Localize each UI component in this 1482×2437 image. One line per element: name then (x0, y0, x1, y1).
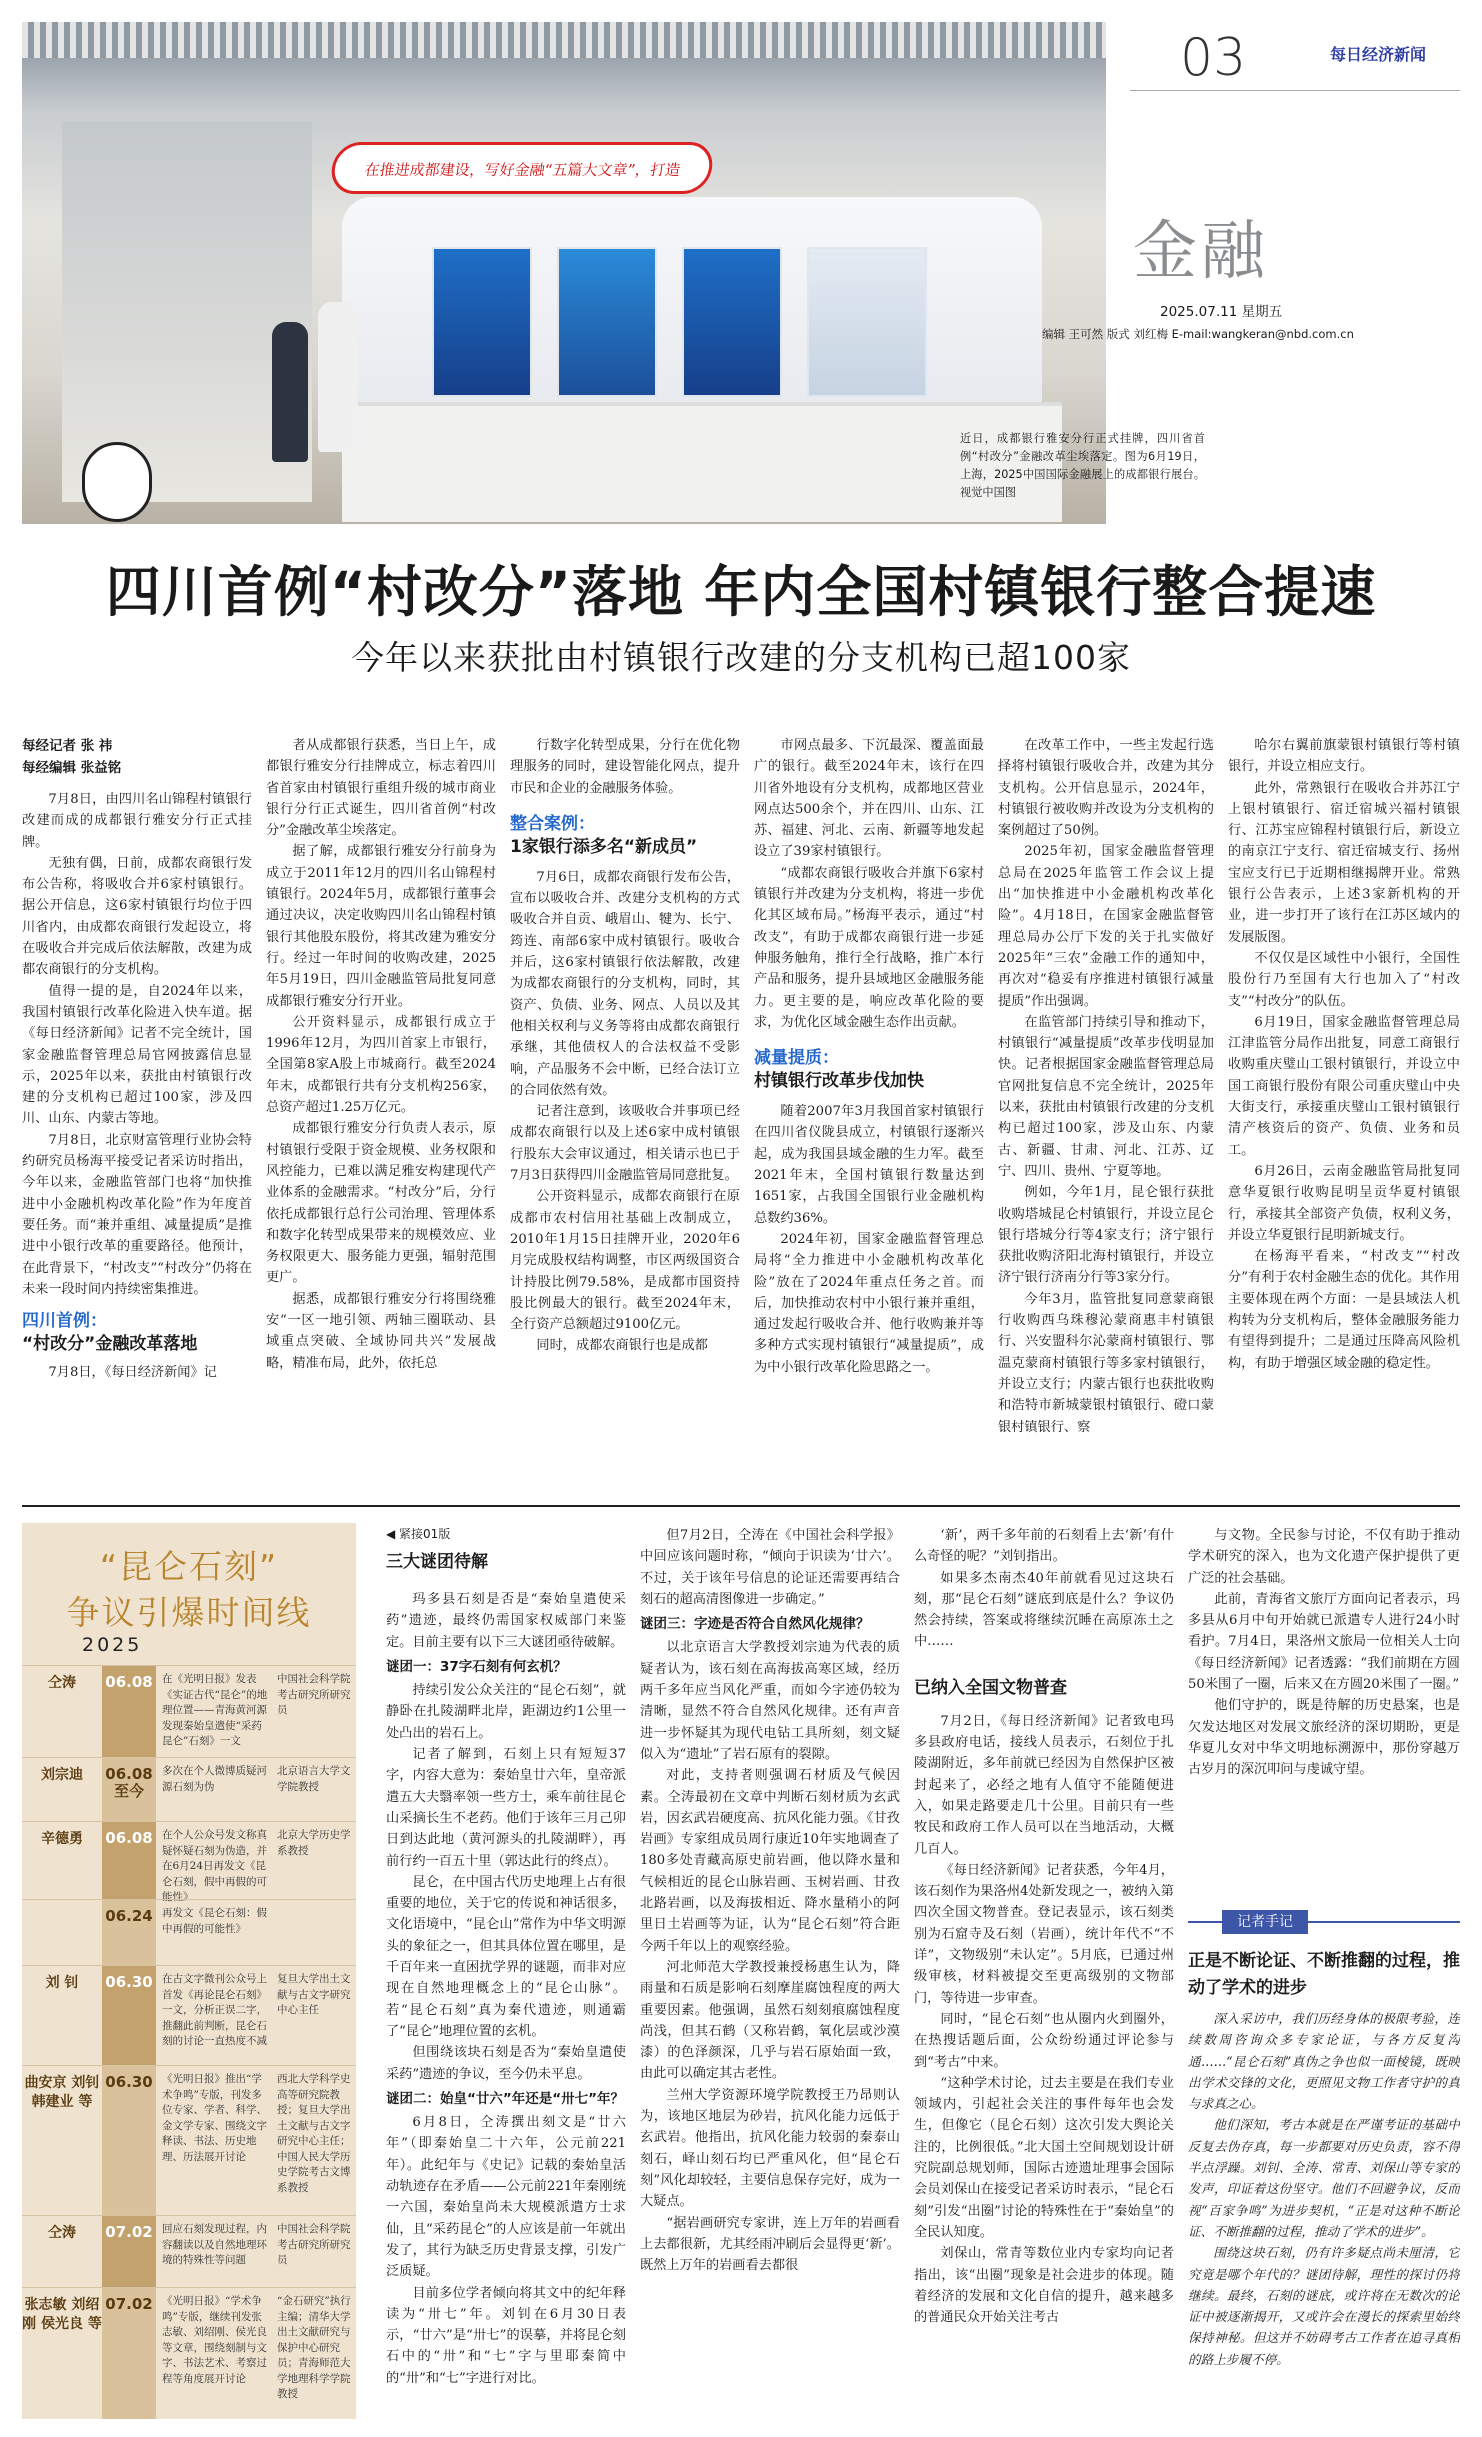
timeline-event: 再发文《昆仑石刻：假中再假的可能性》 (162, 1907, 267, 1935)
paragraph: 例如，今年1月，昆仑银行获批收购塔城昆仑村镇银行，并设立昆仑银行塔城分行等4家支行；济宁银行获批收购济阳北海村镇银行，并设立济宁银行济南分行等3家分行。 (998, 1185, 1214, 1286)
paragraph: 2024年初，国家金融监督管理总局将“全力推进中小金融机构改革化险”放在了2024年重点任务之首。而后，加快推动农村中小银行兼并重组，通过发起行吸收合并、他行收购兼并等多种方式实现村镇银行“减量提质”，成为中小银行改革化险思路之一。 (754, 1231, 984, 1375)
paragraph: 行数字化转型成果，分行在优化物理服务的同时，建设智能化网点，提升市民和企业的金融服务体验。 (510, 738, 740, 796)
timeline-row (22, 1757, 356, 1821)
paragraph: 无独有偶，日前，成都农商银行发布公告称，将吸收合并6家村镇银行。据公开信息，这6家村镇银行均位于四川省内，由成都农商银行发起设立，将在吸收合并完成后依法解散，改建为成都农商银行的分支机构。 (22, 855, 252, 978)
lower-column-2 (640, 1525, 900, 2425)
timeline-event: 在个人公众号发文称真疑怀疑石刻为伪造，并在6月24日再发文《昆仑石刻，假中再假的可能性》 (162, 1829, 267, 1903)
paragraph: 在监管部门持续引导和推动下，村镇银行“减量提质”改革步伐明显加快。记者根据国家金融监督管理总局官网批复信息不完全统计，2025年以来，获批由村镇银行改建的分支机构已超过100家，涉及山东、内蒙古、新疆、甘肃、河北、江苏、辽宁、四川、贵州、宁夏等地。 (998, 1014, 1214, 1179)
paragraph: 如果多杰南杰40年前就看见过这块石刻，那“昆仑石刻”谜底到底是什么？争议仍然会持续，答案或将继续沉睡在高原冻土之中…… (914, 1570, 1174, 1650)
timeline-event: 《光明日报》推出“学术争鸣”专版，刊发多位专家、学者、科学、金文学专家、围绕文字释读、书法、历史地理、历法展开讨论 (162, 2073, 267, 2163)
banner-text: 在推进成都建设，写好金融“五篇大文章”，打造 (363, 161, 682, 179)
display-screen (807, 247, 927, 397)
article-column-2 (266, 735, 496, 1495)
paragraph: “据岩画研究专家讲，连上万年的岩画看上去都很新，尤其经雨冲刷后会显得更‘新’。既然上万年的岩画看去都很 (640, 2215, 900, 2274)
kicker-heading (22, 1310, 252, 1356)
paragraph: 据悉，成都银行雅安分行将围绕雅安“一区一地引领、两轴三圈联动、县域重点突破、全域协同共兴”发展战略，精准布局，此外，依托总 (266, 1291, 496, 1371)
timeline-affiliation: 北京大学历史学系教授 (277, 1829, 351, 1857)
paragraph: 但围绕该块石刻是否为“秦始皇遣使采药”遗迹的争议，至今仍未平息。 (386, 2045, 626, 2082)
editor: 每经编辑 张益铭 (22, 760, 122, 776)
timeline-affiliation: 西北大学科学史高等研究院教授；复旦大学出土文献与古文字研究中心主任；中国人民大学历史学院考古文博系教授 (277, 2073, 351, 2194)
mystery-heading: 谜团二：始皇“廿六”年还是“卅七”年？ (386, 2090, 624, 2107)
paragraph: 兰州大学资源环境学院教授王乃昂则认为，该地区地层为砂岩，抗风化能力远低于玄武岩。他指出，抗风化能力较弱的秦泰山刻石，峄山刻石均已严重风化，但“昆仑石刻”风化却较轻，主要信息保存完好，成为一大疑点。 (640, 2087, 900, 2210)
paragraph: 刘保山，常青等数位业内专家均向记者指出，该“出圈”现象是社会进步的体现。随着经济的发展和文化自信的提升，越来越多的普通民众开始关注考古 (914, 2246, 1174, 2326)
paragraph: 值得一提的是，自2024年以来，我国村镇银行改革化险进入快车道。据《每日经济新闻》记者不完全统计，国家金融监督管理总局官网披露信息显示，2025年以来，获批由村镇银行改建的分支机构已超过100家，涉及四川、山东、内蒙古等地。 (22, 983, 252, 1127)
paragraph: 成都银行雅安分行负责人表示，原村镇银行受限于资金规模、业务权限和风控能力，已难以满足雅安构建现代产业体系的金融需求。“村改分”后，分行依托成都银行总行公司治理、管理体系和数字化转型成果带来的规模效应、业务权限更大、服务能力更强，辐射范围更广。 (266, 1121, 496, 1286)
kicker-label: 整合案例： (510, 813, 595, 834)
timeline-row (22, 2215, 356, 2287)
display-screen (432, 247, 532, 397)
timeline-event: 在古文字微刊公众号上首发《再论昆仑石刻》一文，分析正误二字，推翻此前判断，昆仑石刻的讨论一直热度不减 (162, 1973, 267, 2047)
timeline-row (22, 2065, 356, 2215)
paragraph: 6月8日，仝涛撰出刻文是“廿六年”（即秦始皇二十六年，公元前221年）。此纪年与《史记》记载的秦始皇活动轨迹存在矛盾——公元前221年秦刚统一六国，秦始皇尚未大规模派遣方士求仙，且“采药昆仑”的人应该是前一年就出发了，其行为缺乏历史背景支撑，引发广泛质疑。 (386, 2115, 626, 2280)
paragraph: 7月8日，由四川名山锦程村镇银行改建而成的成都银行雅安分行正式挂牌。 (22, 792, 252, 850)
paragraph: 公开资料显示，成都农商银行在原成都市农村信用社基础上改制成立，2010年1月15日挂牌开业，2020年6月完成股权结构调整，市区两级国资合计持股比例79.58%，是成都市国资持股比例最大的银行。截至2024年末，全行资产总额超过9100亿元。 (510, 1189, 740, 1333)
header-divider (1130, 90, 1460, 91)
lower-column-4 (1188, 1525, 1460, 1900)
timeline-row (22, 2287, 356, 2419)
timeline-person: 曲安京 刘钊 韩建业 等 (24, 2075, 100, 2110)
paragraph: 此前，青海省文旅厅方面向记者表示，玛多县从6月中旬开始就已派遣专人进行24小时看护。7月4日，果洛州文旅局一位相关人士向《每日经济新闻》记者透露：“我们前期在方圆50米围了一圈，后来又在方圆20米围了一圈。” (1188, 1591, 1460, 1693)
timeline-date: 06.24 (102, 1900, 156, 1965)
paragraph: 但7月2日，仝涛在《中国社会科学报》中回应该问题时称，“倾向于识读为‘廿六’。不过，关于该年号信息的论证还需要再结合刻石的超高清图像进一步确定。” (640, 1528, 900, 1607)
kicker-heading (510, 813, 740, 859)
mystery-heading: 谜团三：字迹是否符合自然风化规律？ (640, 1616, 870, 1633)
kicker-label: 减量提质： (754, 1048, 839, 1069)
headline: 四川首例“村改分”落地 年内全国村镇银行整合提速 (105, 560, 1377, 624)
paragraph: 6月19日，国家金融监督管理总局江津监管分局作出批复，同意工商银行收购重庆璧山工银村镇银行，并设立中国工商银行股份有限公司重庆璧山中央大街支行，承接重庆璧山工银村镇银行清产核资后的资产、负债、业务和员工。 (1228, 1014, 1460, 1158)
paper-name: 每日经济新闻 (1330, 45, 1427, 64)
paragraph: 此外，常熟银行在吸收合并苏江宁上银村镇银行、宿迁宿城兴福村镇银行、江苏宝应锦程村镇银行后，新设立的南京江宁支行、宿迁宿城支行、扬州宝应支行已于近期相继揭牌开业。常熟银行公告表示，上述3家新机构的开业，进一步打开了该行在江苏区域内的发展版图。 (1228, 780, 1460, 945)
timeline-date: 06.08 (102, 1822, 156, 1899)
paragraph: 昆仑，在中国古代历史地理上占有很重要的地位，关于它的传说和神话很多，文化语境中，“昆仑山”常作为中华文明源头的象征之一，但其具体位置在哪里，是千百年来一直困扰学界的谜题，而非对应现在自然地理概念上的“昆仑山脉”。若“昆仑石刻”真为秦代遗迹，则通霸了“昆仑”地理位置的玄机。 (386, 1874, 626, 2039)
timeline-row (22, 1899, 356, 1965)
truss-decoration (22, 22, 1106, 58)
reporter: 每经记者 张 祎 (22, 738, 113, 754)
paragraph: “成都农商银行吸收合并旗下6家村镇银行并改建为分支机构，将进一步优化其区域布局。”杨海平表示，通过“村改支”，有助于成都农商银行进一步延伸服务触角，推行全行战略，推广本行产品和服务，提升县域地区金融服务能力。更主要的是，响应改革化险的要求，为优化区域金融生态作出贡献。 (754, 865, 984, 1030)
paragraph: ‘新’，两千多年前的石刻看上去‘新’有什么奇怪的呢？”刘钊指出。 (914, 1528, 1174, 1565)
timeline-person: 刘 钊 (45, 1975, 79, 1991)
paragraph: 记者注意到，该吸收合并事项已经成都农商银行以及上述6家中成村镇银行股东大会审议通过，相关请示也已于7月3日获得四川金融监管局同意批复。 (510, 1104, 740, 1184)
paragraph: 他们深知，考古本就是在严谨考证的基础中反复去伪存真，每一步都要对历史负责，容不得半点浮躁。刘钊、全涛、常青、刘保山等专家的发声，印证着这份坚守。他们不回避争议，反而视“百家争鸣”为进步契机，“正是对这种不断论证、不断推翻的过程，推动了学术的进步”。 (1188, 2117, 1460, 2239)
timeline-panel (22, 1523, 356, 2419)
paragraph: 公开资料显示，成都银行成立于1996年12月，为四川首家上市银行，全国第8家A股上市城商行。截至2024年末，成都银行共有分支机构256家，总资产超过1.25万亿元。 (266, 1014, 496, 1116)
paragraph: 市网点最多、下沉最深、覆盖面最广的银行。截至2024年末，该行在四川省外地设有分支机构，成都地区营业网点达500余个，并在四川、山东、江苏、福建、河北、云南、新疆等地发起设立了39家村镇银行。 (754, 738, 984, 860)
timeline-person: 仝涛 (48, 1675, 76, 1691)
timeline-date: 06.30 (102, 2066, 156, 2215)
paragraph: 在改革工作中，一些主发起行选择将村镇银行吸收合并，改建为其分支机构。公开信息显示，2024年，村镇银行被收购并改设为分支机构的案例超过了50例。 (998, 738, 1214, 839)
paragraph: 7月8日，北京财富管理行业协会特约研究员杨海平接受记者采访时指出，今年以来，金融监管部门也将“加快推进中小金融机构改革化险”作为年度首要任务。而“兼并重组、减量提质”是推进中小银行改革的重要路径。他预计，在此背景下，“村改支”“村改分”仍将在未来一段时间内持续密集推进。 (22, 1132, 252, 1297)
paragraph: 2025年初，国家金融监督管理总局在2025年监管工作会议上提出“加快推进中小金融机构改革化险”。4月18日，在国家金融监督管理总局办公厅下发的关于扎实做好2025年“三农”金融工作的通知中，再次对“稳妥有序推进村镇银行减量提质”作出强调。 (998, 844, 1214, 1009)
paragraph: 7月6日，成都农商银行发布公告，宣布以吸收合并、改建分支机构的方式吸收合并自贡、峨眉山、犍为、长宁、筠连、南部6家中成村镇银行。吸收合并后，这6家村镇银行依法解散，改建为成都农商银行的分支机构，同时，其资产、负债、业务、网点、人员以及其他相关权利与义务等将由成都农商银行承继，其他债权人的合法权益不受影响，产品服务不会中断，已经合法订立的合同依然有效。 (510, 869, 740, 1098)
paragraph: 河北师范大学教授兼授杨惠生认为，降雨量和石质是影响石刻摩崖腐蚀程度的两大重要因素。他强调，虽然石刻刻痕腐蚀程度尚浅，但其石鹤（又称岩鹤，氧化层或沙漠漆）的色泽颜深，几乎与岩石原始面一致，由此可以确定其古老性。 (640, 1959, 900, 2082)
paragraph: 他们守护的，既是待解的历史悬案，也是欠发达地区对发展文旅经济的深切期盼，更是华夏儿女对中华文明地标溯源中，那份穿越万古岁月的深沉叩问与虔诚守望。 (1188, 1698, 1460, 1778)
editor-info: 编辑 王可然 版式 刘红梅 E-mail:wangkeran@nbd.com.cn (1042, 327, 1354, 341)
lower-subtitle: 三大谜团待解 (386, 1552, 488, 1572)
paragraph: 持续引发公众关注的“昆仑石刻”，就静卧在扎陵湖畔北岸，距湖边约1公里一处凸出的岩石上。 (386, 1683, 626, 1741)
paragraph: 对此，支持者则强调石材质及气候因素。仝涛最初在文章中判断石刻材质为玄武岩，因玄武岩硬度高、抗风化能力强。《甘孜岩画》专家组成员周行康近10年实地调查了180多处青藏高原史前岩画，他以降水量和气候相近的昆仑山脉岩画、玉树岩画、甘孜北路岩画，以及海拔相近、降水量稍小的阿里日土岩画等为证，认为“昆仑石刻”符合距今两千年以上的观察经验。 (640, 1768, 900, 1954)
exhibition-photo (22, 22, 1106, 524)
visitor-figure (318, 302, 358, 452)
timeline-date: 06.08 (102, 1666, 156, 1757)
paragraph: 目前多位学者倾向将其文中的纪年释读为“卅七”年。刘钊在6月30日表示，“廿六”是“卅七”的误摹，并将昆仑刻石中的“卅”和“七”字与里耶秦简中的“卅”和“七”字进行对比。 (386, 2285, 626, 2386)
timeline-subtitle: 争议引爆时间线 (66, 1593, 312, 1632)
reporter-notes-body (1188, 2008, 1460, 2428)
paragraph: 记者了解到，石刻上只有短短37字，内容大意为：秦始皇廿六年，皇帝派遣五大夫翳率领一些方士，乘车前往昆仑山采摘长生不老药。他们于该年三月己卯日到达此地（黄河源头的扎陵湖畔），再前行约一百五十里（郭达此行的终点）。 (386, 1747, 626, 1869)
mystery-heading: 谜团一：37字石刻有何玄机？ (386, 1658, 567, 1675)
timeline-event: 多次在个人微博质疑河源石刻为伪 (162, 1765, 267, 1793)
timeline-affiliation: 北京语言大学文学院教授 (277, 1765, 351, 1793)
timeline-affiliation: 中国社会科学院考古研究所研究员 (277, 2223, 351, 2266)
issue-date: 2025.07.11 星期五 (1160, 304, 1283, 320)
timeline-person (22, 1900, 102, 1965)
section-divider (22, 1505, 1460, 1507)
reporter-notes-title: 正是不断论证、不断推翻的过程，推动了学术的进步 (1188, 1951, 1460, 1998)
timeline-affiliation (274, 1900, 356, 1965)
display-screen (682, 247, 782, 397)
paragraph: 不仅仅是区域性中小银行，全国性股份行乃至国有大行也加入了“村改支”“村改分”的队伍。 (1228, 950, 1460, 1009)
panda-mascot (82, 442, 152, 522)
page-number: 03 (1180, 28, 1247, 88)
paragraph: 7月8日，《每日经济新闻》记 (48, 1365, 217, 1381)
timeline-person: 刘宗迪 (41, 1767, 83, 1783)
booth-banner (328, 142, 715, 194)
timeline-title: “昆仑石刻” (99, 1547, 279, 1586)
lower-column-3 (914, 1525, 1174, 2425)
section-title: 金融 (1133, 215, 1269, 289)
timeline-person: 辛德勇 (41, 1831, 83, 1847)
reporter-notes-badge: 记者手记 (1222, 1910, 1308, 1934)
paragraph: 玛多县石刻是否是“秦始皇遣使采药”遗迹，最终仍需国家权威部门来鉴定。目前主要有以下三大谜团亟待破解。 (386, 1592, 626, 1650)
article-column-6 (1228, 735, 1460, 1495)
article-column-4 (754, 735, 984, 1495)
paragraph: 7月2日，《每日经济新闻》记者致电玛多县政府电话，接线人员表示，石刻位于扎陵湖附近，多年前就已经因为自然保护区被封起来了，必经之地有人值守不能随便进入，如果走路要走几十公里。目前只有一些牧民和政府工作人员可以在当地活动，大概几百人。 (914, 1713, 1174, 1857)
paragraph: 6月26日，云南金融监管局批复同意华夏银行收购昆明呈贡华夏村镇银行，承接其全部资产负债，权利义务，并设立华夏银行昆明新城支行。 (1228, 1163, 1460, 1243)
timeline-person: 张志敏 刘绍刚 侯光良 等 (22, 2297, 102, 2332)
paragraph: 哈尔右翼前旗蒙银村镇银行等村镇银行，并设立相应支行。 (1228, 738, 1460, 775)
paragraph: 今年3月，监管批复同意蒙商银行收购西乌珠穆沁蒙商惠丰村镇银行、兴安盟科尔沁蒙商村镇银行、鄂温克蒙商村镇银行等多家村镇银行，并设立支行；内蒙古银行也获批收购和浩特市新城蒙银村镇银行、磴口蒙银村镇银行、察 (998, 1291, 1214, 1435)
byline (22, 735, 252, 779)
article-column-3 (510, 735, 740, 1495)
paragraph: “这种学术讨论，过去主要是在我们专业领域内，引起社会关注的事件每年也会发生，但像它（昆仑石刻）这次引发大舆论关注的，比例很低。”北大国土空间规划设计研究院副总规划师，国际古迹遗址理事会国际会员刘保山在接受记者采访时表示，“昆仑石刻”引发“出圈”讨论的特殊性在于“秦始皇”的全民认知度。 (914, 2075, 1174, 2240)
kicker-title: 村镇银行改革步伐加快 (754, 1071, 924, 1092)
paragraph: 深入采访中，我们历经身体的极限考验，连续数周咨询众多专家论证，与各方反复沟通……“昆仑石刻”真伪之争也似一面棱镜，既映出学术交锋的文化，更照见文物工作者守护的真与求真之心。 (1188, 2011, 1460, 2112)
timeline-date: 07.02 (102, 2216, 156, 2287)
timeline-event: 在《光明日报》发表《实证古代“昆仑”的地理位置——青海黄河源发现秦始皇遣使“采药昆仑”石刻》一文 (162, 1673, 268, 1747)
article-column-1 (22, 735, 252, 1495)
timeline-affiliation: “金石研究”执行主编；清华大学出土文献研究与保护中心研究员；青海师范大学地理科学学院教授 (277, 2295, 351, 2400)
paragraph: 与文物。全民参与讨论，不仅有助于推动学术研究的深入，也为文化遗产保护提供了更广泛的社会基础。 (1188, 1528, 1460, 1586)
paragraph: 《每日经济新闻》记者获悉，今年4月，该石刻作为果洛州4处新发现之一，被纳入第四次全国文物普查。登记表显示，该石刻类别为石窟寺及石刻（岩画），统计年代不“不详”，文物级别“未认定”。5月底，已通过州级审核，材料被提交至更高级别的文物部门，等待进一步审查。 (914, 1862, 1174, 2006)
article-column-5 (998, 735, 1214, 1495)
timeline-row (22, 1821, 356, 1903)
paragraph: 以北京语言大学教授刘宗迪为代表的质疑者认为，该石刻在高海拔高寒区域，经历两千多年应当风化严重，而如今字迹仍较为清晰，显然不符合自然风化规律。还有声音进一步怀疑其为现代电钻工具所刻，刻文疑似入为“遗址”了岩石原有的裂隙。 (640, 1640, 900, 1762)
paragraph: 围绕这块石刻，仍有许多疑点尚未厘清，它究竟是哪个年代的？谜团待解，理性的探讨仍将继续。最终，石刻的谜底，或许将在无数次的论证中被逐渐揭开，又或许会在漫长的探索里始终保持神秘。但这并不妨碍考古工作者在追寻真相的路上步履不停。 (1188, 2245, 1460, 2367)
subheadline: 今年以来获批由村镇银行改建的分支机构已超100家 (351, 638, 1131, 677)
timeline-event: 《光明日报》“学术争鸣”专版，继续刊发张志敏、刘绍刚、侯光良等文章，围绕刻制与文字、书法艺术、考察过程等角度展开讨论 (162, 2295, 267, 2385)
paragraph: 者从成都银行获悉，当日上午，成都银行雅安分行挂牌成立，标志着四川省首家由村镇银行重组升级的城市商业银行分行正式诞生，四川省首例“村改分”金融改革尘埃落定。 (266, 738, 496, 839)
timeline-affiliation: 中国社会科学院考古研究所研究员 (277, 1673, 351, 1716)
timeline-date: 07.02 (102, 2288, 156, 2419)
timeline-event: 回应石刻发现过程，内容翻读以及自然地理环境的特殊性等问题 (162, 2223, 267, 2266)
photo-caption: 近日，成都银行雅安分行正式挂牌，四川省首例“村改分”金融改革尘埃落定。图为6月19日，上海，2025中国国际金融展上的成都银行展台。 视觉中国图 (960, 432, 1205, 499)
timeline-affiliation: 复旦大学出土文献与古文字研究中心主任 (277, 1973, 351, 2016)
kicker-title: “村改分”金融改革落地 (22, 1334, 198, 1355)
timeline-date: 06.08 至今 (102, 1758, 156, 1821)
timeline-row (22, 1665, 356, 1757)
paragraph: 在杨海平看来，“村改支”“村改分”有利于农村金融生态的优化。其作用主要体现在两个方面：一是县域法人机构转为分支机构后，整体金融服务能力有望得到提升；二是通过压降高风险机构，有助于增强区域金融的稳定性。 (1228, 1249, 1460, 1371)
paragraph: 同时，“昆仑石刻”也从圈内火到圈外，在热搜话题后面，公众纷纷通过评论参与到“考古”中来。 (914, 2011, 1174, 2070)
booth-counter (342, 402, 1062, 522)
kicker-label: 四川首例： (22, 1311, 107, 1332)
lower-column-1 (386, 1545, 626, 2425)
paragraph: 据了解，成都银行雅安分行前身为成立于2011年12月的四川名山锦程村镇银行。2024年5月，成都银行董事会通过决议，决定收购四川名山锦程村镇银行其他股东股份，将其改建为雅安分行。经过一年时间的收购改建，2025年5月19日，四川金融监管局批复同意成都银行雅安分行开业。 (266, 844, 496, 1009)
display-screen (557, 247, 657, 397)
timeline-year: 2025 (82, 1634, 143, 1656)
visitor-figure (272, 322, 308, 462)
kicker-title: 1家银行添多名“新成员” (510, 836, 698, 857)
timeline-person: 仝涛 (48, 2225, 76, 2241)
timeline-row (22, 1965, 356, 2065)
section-subheading: 已纳入全国文物普查 (914, 1677, 1067, 1698)
paragraph: 随着2007年3月我国首家村镇银行在四川省仪陇县成立，村镇银行逐渐兴起，成为我国县域金融的生力军。截至2021年末，全国村镇银行数量达到1651家，占我国全国银行业金融机构总数约36%。 (754, 1104, 984, 1226)
kicker-heading (754, 1047, 984, 1093)
continued-from: ◀ 紧接01版 (386, 1527, 451, 1541)
timeline-date: 06.30 (102, 1966, 156, 2065)
paragraph: 同时，成都农商银行也是成都 (536, 1338, 708, 1354)
